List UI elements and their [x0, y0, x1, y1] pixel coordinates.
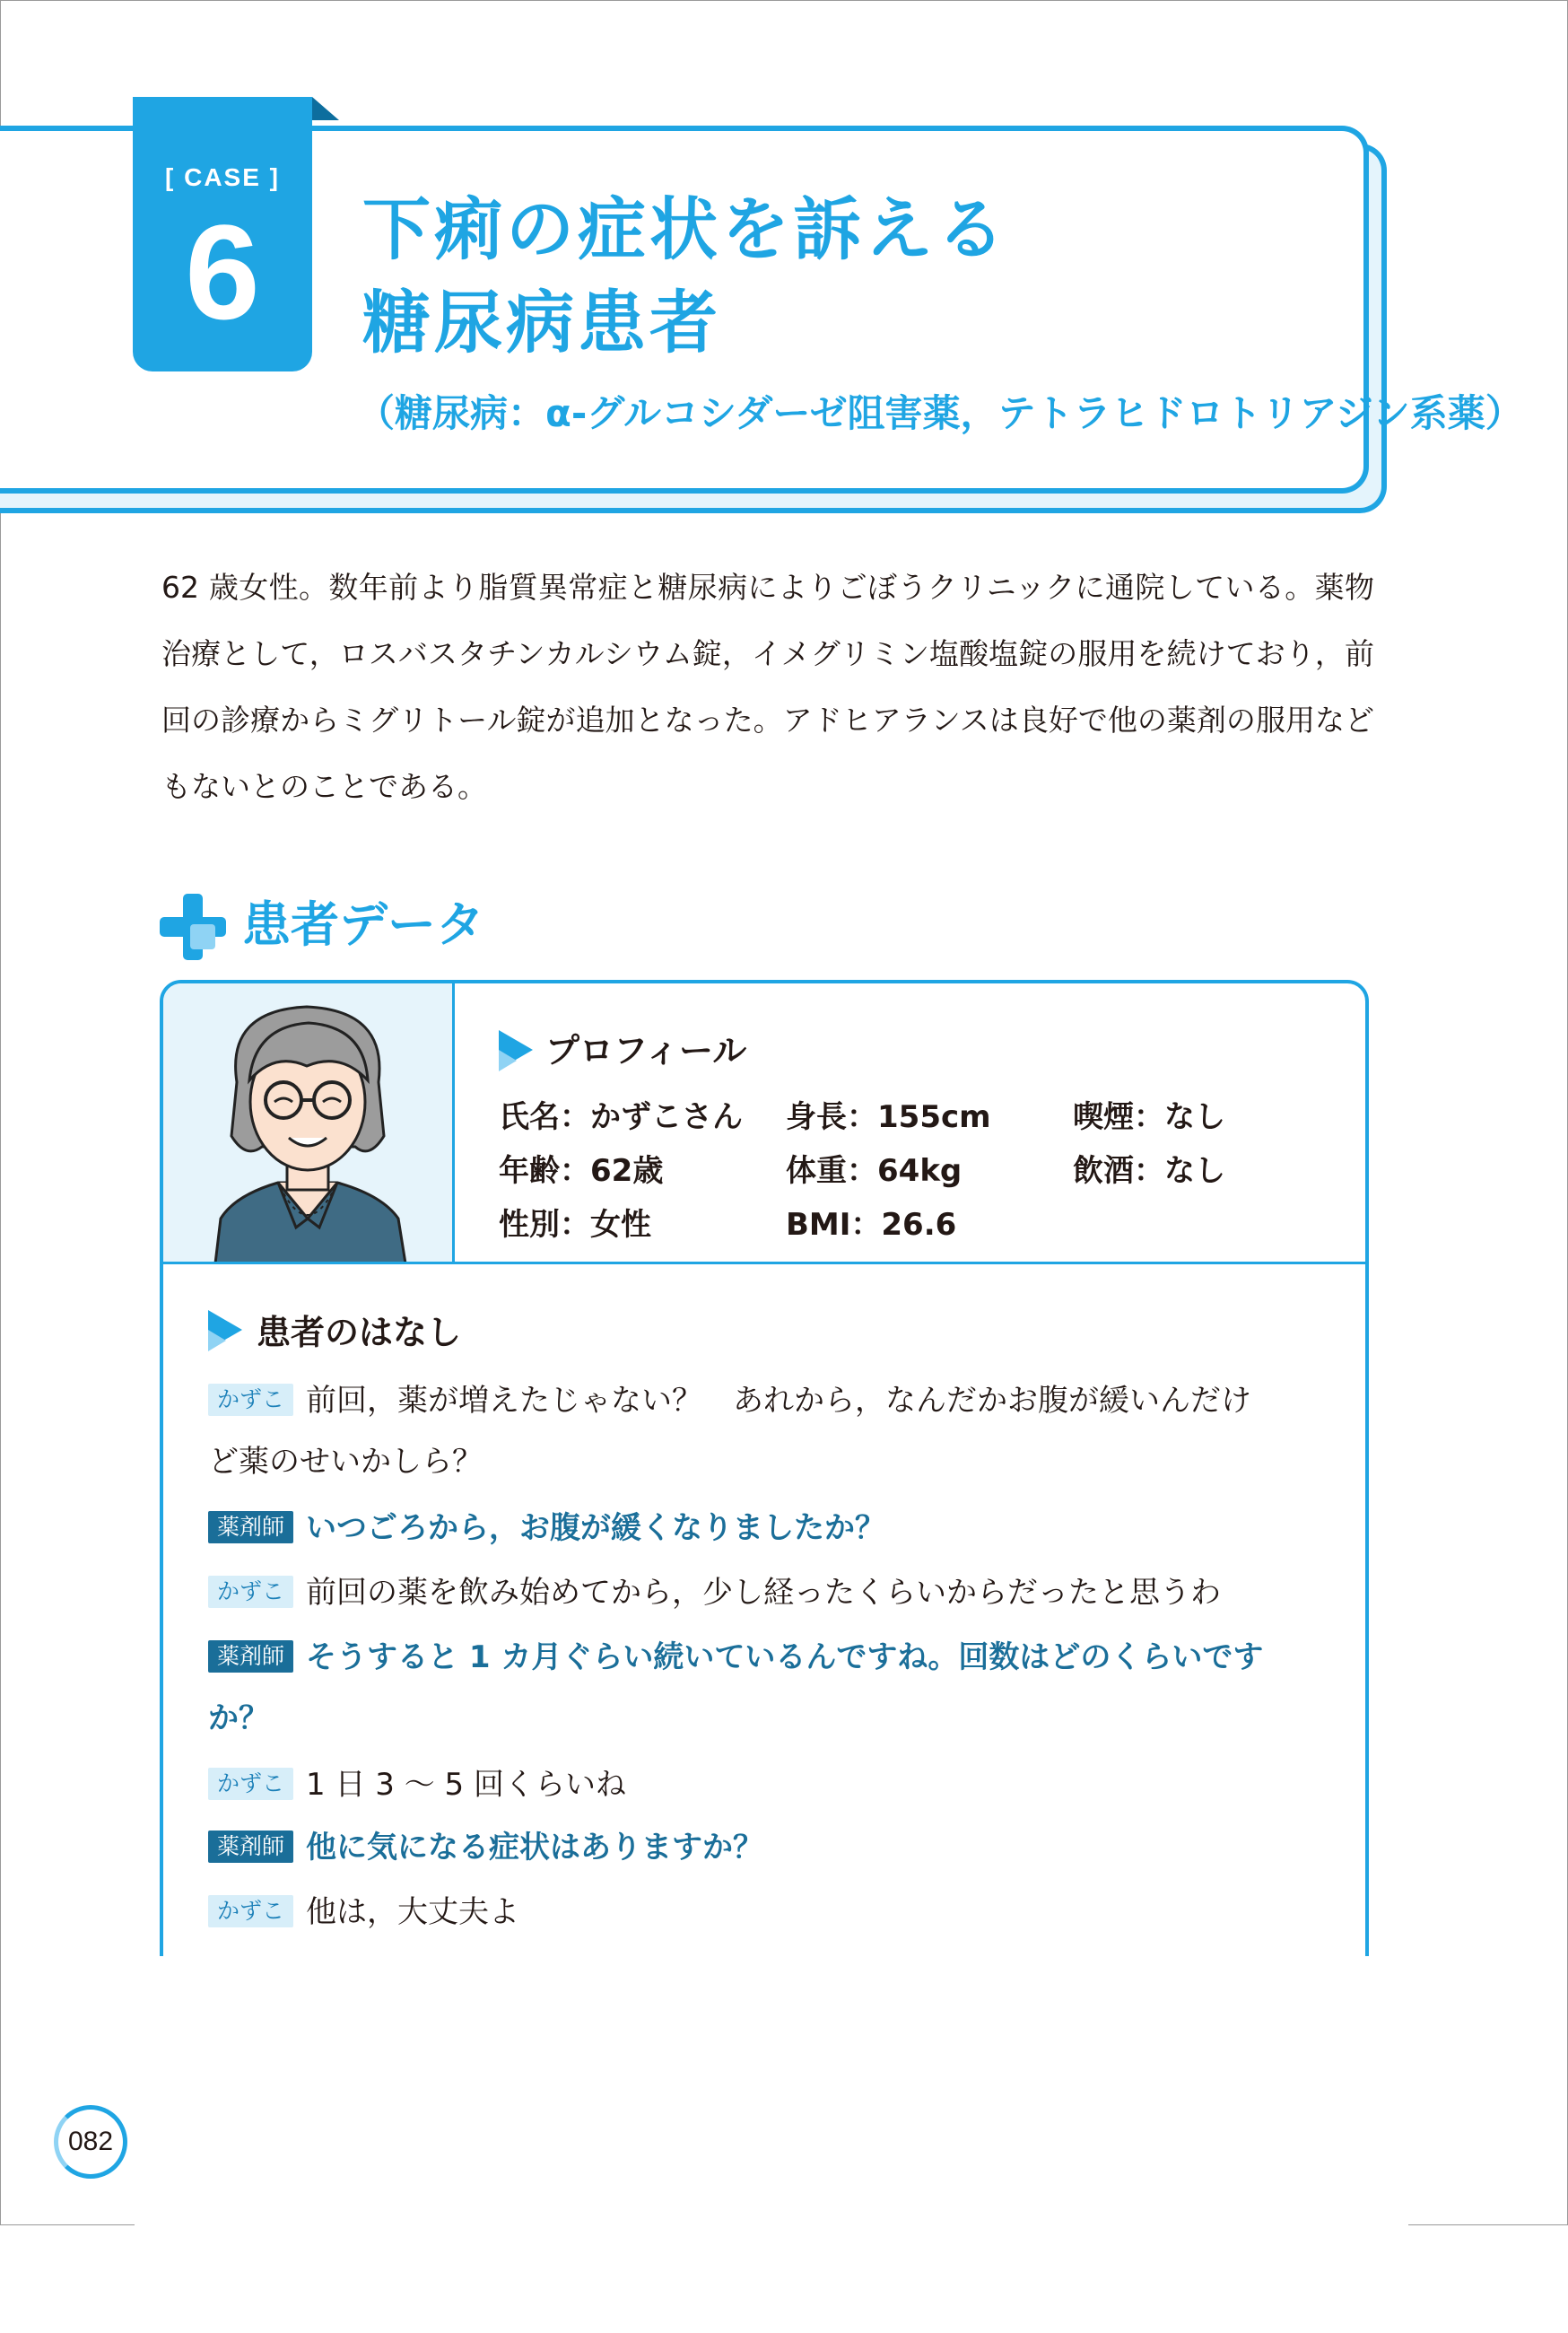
dialogue-text: 1 日 3 〜 5 回くらいね	[306, 1767, 626, 1803]
dialogue-line	[208, 1767, 626, 1803]
case-number: 6	[185, 197, 260, 347]
speaker-tag-patient: かずこ	[208, 1768, 293, 1800]
talk-heading: 患者のはなし	[257, 1313, 462, 1352]
dialogue-text: そうすると 1 カ月ぐらい続いているんですね。回数はどのくらいです	[306, 1639, 1264, 1675]
profile-drinking: 飲酒：なし	[1073, 1153, 1225, 1189]
speaker-tag-patient: かずこ	[208, 1384, 293, 1416]
dialogue-text: 前回，薬が増えたじゃない？ あれから，なんだかお腹が緩いんだけ	[306, 1383, 1252, 1419]
page-title-line-2: 糖尿病患者	[362, 283, 721, 363]
dialogue-continuation: ど薬のせいかしら？	[208, 1444, 483, 1480]
dialogue-text: 前回の薬を飲み始めてから，少し経ったくらいからだったと思うわ	[306, 1575, 1222, 1611]
speaker-tag-patient: かずこ	[208, 1576, 293, 1608]
dialogue-line	[208, 1575, 1222, 1611]
box-divider	[163, 1262, 1365, 1264]
profile-sex: 性別：女性	[499, 1207, 651, 1243]
speaker-tag-pharmacist: 薬剤師	[208, 1831, 293, 1863]
page-subtitle: （糖尿病：α-グルコシダーゼ阻害薬，テトラヒドロトリアジン系薬）	[357, 391, 1523, 435]
case-label: [ CASE ]	[165, 163, 280, 191]
speaker-tag-pharmacist: 薬剤師	[208, 1640, 293, 1673]
plus-icon	[160, 894, 226, 960]
profile-height: 身長：155cm	[786, 1099, 991, 1135]
speaker-tag-pharmacist: 薬剤師	[208, 1511, 293, 1543]
dialogue-text: 他に気になる症状はありますか？	[306, 1830, 764, 1866]
case-tab	[133, 97, 312, 371]
box-continuation-mask	[135, 1956, 1408, 2333]
page-number: 082	[54, 2105, 127, 2179]
elderly-woman-avatar-icon	[163, 983, 452, 1263]
section-title: 患者データ	[242, 896, 484, 953]
profile-weight: 体重：64kg	[786, 1153, 963, 1189]
dialogue-line	[208, 1894, 520, 1930]
speaker-tag-patient: かずこ	[208, 1895, 293, 1927]
profile-bmi: BMI：26.6	[786, 1207, 957, 1243]
dialogue-text: 他は，大丈夫よ	[306, 1894, 520, 1930]
profile-smoking: 喫煙：なし	[1073, 1099, 1225, 1135]
case-intro-paragraph: 62 歳女性。数年前より脂質異常症と糖尿病によりごぼうクリニックに通院している。薬物治療として，ロスバスタチンカルシウム錠，イメグリミン塩酸塩錠の服用を続けており，前回の診療からミグリトール錠が追加となった。アドヒアランスは良好で他の薬剤の服用などもないとのことである。	[161, 570, 1374, 804]
dialogue-continuation: か？	[208, 1700, 269, 1736]
case-tab-fold	[312, 97, 339, 120]
profile-heading: プロフィール	[545, 1031, 747, 1070]
dialogue-line	[208, 1830, 764, 1866]
dialogue-text: いつごろから，お腹が緩くなりましたか？	[306, 1510, 886, 1546]
dialogue-line	[208, 1383, 1252, 1419]
profile-age: 年齢：62歳	[499, 1153, 664, 1189]
dialogue-line	[208, 1510, 886, 1546]
triangle-marker-highlight-icon	[208, 1330, 226, 1351]
dialogue-line	[208, 1640, 1263, 1673]
profile-name: 氏名：かずこさん	[499, 1099, 743, 1135]
triangle-marker-highlight-icon	[499, 1050, 517, 1071]
page-title-line-1: 下痢の症状を訴える	[362, 189, 1008, 269]
avatar	[163, 983, 455, 1263]
